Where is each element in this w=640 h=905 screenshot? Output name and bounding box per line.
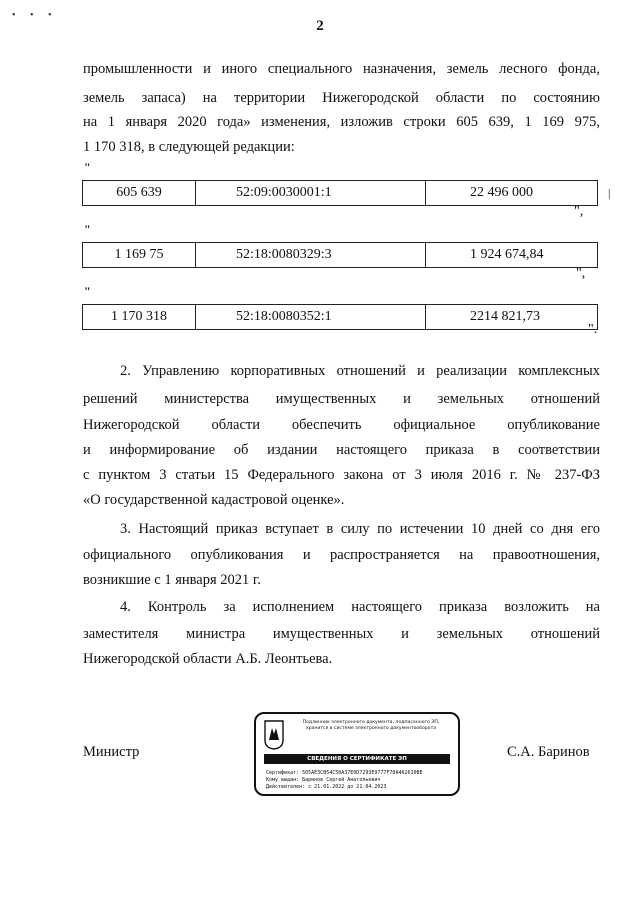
electronic-signature-stamp bbox=[254, 712, 460, 796]
certificate-validity: Действителен: с 21.01.2022 до 21.04.2023 bbox=[266, 784, 387, 790]
signer-role: Министр bbox=[83, 744, 140, 760]
margin-mark: | bbox=[608, 186, 611, 200]
intro-line: промышленности и иного специального назначения, земель лесного фонда, bbox=[83, 61, 600, 77]
paragraph-4-line: 4. Контроль за исполнением настоящего приказа возложить на bbox=[120, 599, 600, 615]
paragraph-4-line: Нижегородской области А.Б. Леонтьева. bbox=[83, 651, 333, 667]
intro-line: земель запаса) на территории Нижегородской области по состоянию bbox=[83, 90, 600, 106]
final-quote: ". bbox=[588, 322, 598, 337]
paragraph-2-line: 2. Управлению корпоративных отношений и реализации комплексных bbox=[120, 363, 600, 379]
stamp-header: Подлинник электронного документа, подписанного ЭП, хранится в системе электронного документооборота bbox=[302, 720, 440, 731]
close-quote: ", bbox=[574, 204, 584, 219]
close-quote: ", bbox=[576, 266, 586, 281]
row-number: 1 170 318 bbox=[83, 305, 196, 329]
paragraph-2-line: решений министерства имущественных и земельных отношений bbox=[83, 391, 600, 407]
cadastral-value: 1 924 674,84 bbox=[470, 247, 544, 262]
page-number: 2 bbox=[316, 18, 324, 34]
signer-name: С.А. Баринов bbox=[507, 744, 590, 760]
row-number: 605 639 bbox=[83, 181, 196, 205]
paragraph-4-line: заместителя министра имущественных и земельных отношений bbox=[83, 626, 600, 642]
table-row bbox=[82, 180, 598, 206]
paragraph-3-line: официального опубликования и распространяется на правоотношения, bbox=[83, 547, 600, 563]
open-quote: " bbox=[84, 222, 91, 236]
certificate-owner: Кому выдан: Баринов Сергей Анатольевич bbox=[266, 777, 381, 783]
cadastral-number: 52:18:0080329:3 bbox=[196, 243, 426, 267]
paragraph-2-line: и информирование об издании настоящего приказа в соответствии bbox=[83, 442, 600, 458]
table-row bbox=[82, 242, 598, 268]
certificate-id: Сертификат: 505AE3CB54C50A37E0D7293E9777F70A462610BE bbox=[266, 770, 423, 776]
row-number: 1 169 75 bbox=[83, 243, 196, 267]
scan-marks: • • • bbox=[12, 10, 58, 21]
open-quote: " bbox=[84, 284, 91, 298]
paragraph-3-line: возникшие с 1 января 2021 г. bbox=[83, 572, 261, 588]
intro-line: на 1 января 2020 года» изменения, изложив строки 605 639, 1 169 975, bbox=[83, 114, 600, 130]
paragraph-3-line: 3. Настоящий приказ вступает в силу по истечении 10 дней со дня его bbox=[120, 521, 600, 537]
intro-line: 1 170 318, в следующей редакции: bbox=[83, 139, 295, 155]
cadastral-value: 22 496 000 bbox=[470, 185, 533, 200]
table-row bbox=[82, 304, 598, 330]
paragraph-2-line: с пунктом 3 статьи 15 Федерального закона от 3 июля 2016 г. № 237-ФЗ bbox=[83, 467, 600, 483]
cadastral-number: 52:09:0030001:1 bbox=[196, 181, 426, 205]
paragraph-2-line: «О государственной кадастровой оценке». bbox=[83, 492, 345, 508]
stamp-title: СВЕДЕНИЯ О СЕРТИФИКАТЕ ЭП bbox=[264, 754, 450, 764]
coat-of-arms-icon bbox=[264, 720, 284, 750]
paragraph-2-line: Нижегородской области обеспечить официальное опубликование bbox=[83, 417, 600, 433]
cadastral-number: 52:18:0080352:1 bbox=[196, 305, 426, 329]
cadastral-value: 2214 821,73 bbox=[470, 309, 540, 324]
open-quote: " bbox=[84, 160, 91, 174]
